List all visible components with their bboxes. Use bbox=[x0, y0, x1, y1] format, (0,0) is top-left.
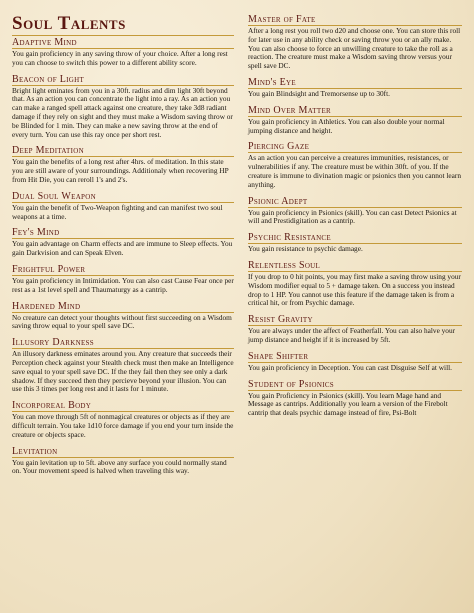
talent-name: Psionic Adept bbox=[248, 196, 462, 208]
talent-name: Master of Fate bbox=[248, 14, 462, 26]
talent-entry bbox=[12, 74, 234, 140]
talent-entry bbox=[248, 141, 462, 189]
talent-name: Frightful Power bbox=[12, 264, 234, 276]
page-title: Soul Talents bbox=[12, 14, 234, 36]
talent-name: Dual Soul Weapon bbox=[12, 191, 234, 203]
talent-entry bbox=[12, 227, 234, 258]
left-column bbox=[12, 14, 234, 482]
talent-name: Relentless Soul bbox=[248, 260, 462, 272]
talent-entry bbox=[248, 260, 462, 308]
talent-name: Student of Psionics bbox=[248, 379, 462, 391]
talent-description: After a long rest you roll two d20 and choose one. You can store this roll for later use in any ability check or saving throw you or an ally make. You can also choose to force an unwilling creature to take the roll as a reaction. The creature must make a Wisdom saving throw versus your spell save DC. bbox=[248, 26, 461, 71]
talent-name: Levitation bbox=[12, 446, 234, 458]
talent-description: You gain advantage on Charm effects and are immune to Sleep effects. You gain Darkvision and can Speak Elven. bbox=[12, 239, 233, 258]
talent-entry bbox=[12, 337, 234, 394]
talent-description: As an action you can perceive a creatures immunities, resistances, or vulnerabilities if any. The creature must be within 30ft. of you. If the creature is immune to divination magic or psionics then you cannot learn anything. bbox=[248, 153, 461, 189]
talent-name: Mind Over Matter bbox=[248, 105, 462, 117]
talent-name: Piercing Gaze bbox=[248, 141, 462, 153]
talent-entry bbox=[248, 351, 462, 373]
talent-description: An illusory darkness eminates around you. Any creature that succeeds their Perception check against your Stealth check must then make an Intelligence save equal to your spell save DC. If the they fail then they see only a dark shadow. If they succeed then they percieve beyond your illusion. You can use this 3 times per long rest and it lasts for 1 minute. bbox=[12, 349, 234, 394]
talent-entry bbox=[248, 314, 462, 345]
talent-name: Deep Meditation bbox=[12, 145, 234, 157]
talent-entry bbox=[12, 400, 234, 439]
talent-description: You gain Proficiency in Psionics (skill). You learn Mage hand and Message as cantrips. Additionally you learn a version of the Firebolt cantrip that deals psychic damage instead of fire, Psi-Bolt bbox=[248, 390, 448, 418]
talent-entry bbox=[12, 145, 234, 184]
talent-description: You gain proficiency in Deception. You can cast Disguise Self at will. bbox=[248, 362, 452, 372]
talent-description: Bright light eminates from you in a 30ft. radius and dim light 30ft beyond that. As an action you can concentrate the light into a ray. As an action you can make a ranged spell attack against one creature, they take 3d8 radiant damage if they rely on sight and they must make a Wisdom saving throw or be Blinded for 1 min. They can make a new saving throw at the end of every turn. You can use this ray once per short rest. bbox=[12, 85, 233, 139]
talent-description: You gain levitation up to 5ft. above any surface you could normally stand on. Your movement speed is halved when traveling this way. bbox=[12, 457, 227, 476]
talent-name: Illusory Darkness bbox=[12, 337, 234, 349]
talent-entry bbox=[12, 37, 234, 68]
talent-entry bbox=[248, 77, 462, 99]
talent-entry bbox=[12, 264, 234, 295]
talent-entry bbox=[12, 446, 234, 477]
talent-entry bbox=[248, 14, 462, 71]
talent-description: You gain the benefit of Two-Weapon fighting and can manifest two soul weapons at a time. bbox=[12, 202, 223, 221]
talent-description: You gain proficiency in Psionics (skill). You can cast Detect Psionics at will and Prestidigitation as a cantrip. bbox=[248, 207, 457, 226]
talent-description: You gain resistance to psychic damage. bbox=[248, 244, 363, 254]
talent-name: Mind's Eye bbox=[248, 77, 462, 89]
talent-entry bbox=[248, 232, 462, 254]
talent-name: Hardened Mind bbox=[12, 301, 234, 313]
talent-description: You are always under the affect of Featherfall. You can also halve your jump distance and height if it is increased by 5ft. bbox=[248, 326, 456, 344]
talent-name: Incorporeal Body bbox=[12, 400, 234, 412]
talent-name: Resist Gravity bbox=[248, 314, 462, 326]
right-column bbox=[248, 0, 462, 482]
left-talent-list bbox=[12, 37, 234, 476]
talent-entry bbox=[248, 105, 462, 136]
talent-description: You can move through 5ft of nonmagical creatures or objects as if they are difficult terrain. You take 1d10 force damage if you end your turn inside the creature or objects space. bbox=[12, 412, 234, 439]
talent-name: Adaptive Mind bbox=[12, 37, 234, 49]
talent-description: You gain proficiency in any saving throw of your choice. After a long rest you can choose to switch this power to a different ability score. bbox=[12, 49, 228, 67]
talent-description: You gain Blindsight and Tremorsense up to 30ft. bbox=[248, 88, 390, 98]
talent-description: You gain proficiency in Athletics. You can also double your normal jumping distance and height. bbox=[248, 116, 445, 135]
talent-entry bbox=[12, 191, 234, 222]
talent-entry bbox=[248, 196, 462, 227]
talent-name: Shape Shifter bbox=[248, 351, 462, 363]
right-talent-list bbox=[248, 14, 462, 418]
talent-description: You gain the benefits of a long rest after 4hrs. of meditation. In this state you are still aware of your surroundings. Additionaly when recovering HP from Hit Die, you can reroll 1's and 2's. bbox=[12, 157, 229, 184]
talent-name: Psychic Resistance bbox=[248, 232, 462, 244]
talent-entry bbox=[248, 379, 462, 418]
talent-entry bbox=[12, 301, 234, 332]
talent-description: You gain proficiency in Intimidation. You can also cast Cause Fear once per rest as a 1st level spell and Thaumaturgy as a cantrip. bbox=[12, 275, 234, 294]
talent-description: If you drop to 0 hit points, you may first make a saving throw using your Wisdom modifier equal to 5 + damage taken. On a success you instead drop to 1 HP. You cannot use this feature if the damage taken is from a critical hit, or from Psychic damage. bbox=[248, 271, 461, 308]
talent-description: No creature can detect your thoughts without first succeeding on a Wisdom saving throw equal to your spell save DC. bbox=[12, 312, 232, 331]
talent-name: Fey's Mind bbox=[12, 227, 234, 239]
talent-name: Beacon of Light bbox=[12, 74, 234, 86]
